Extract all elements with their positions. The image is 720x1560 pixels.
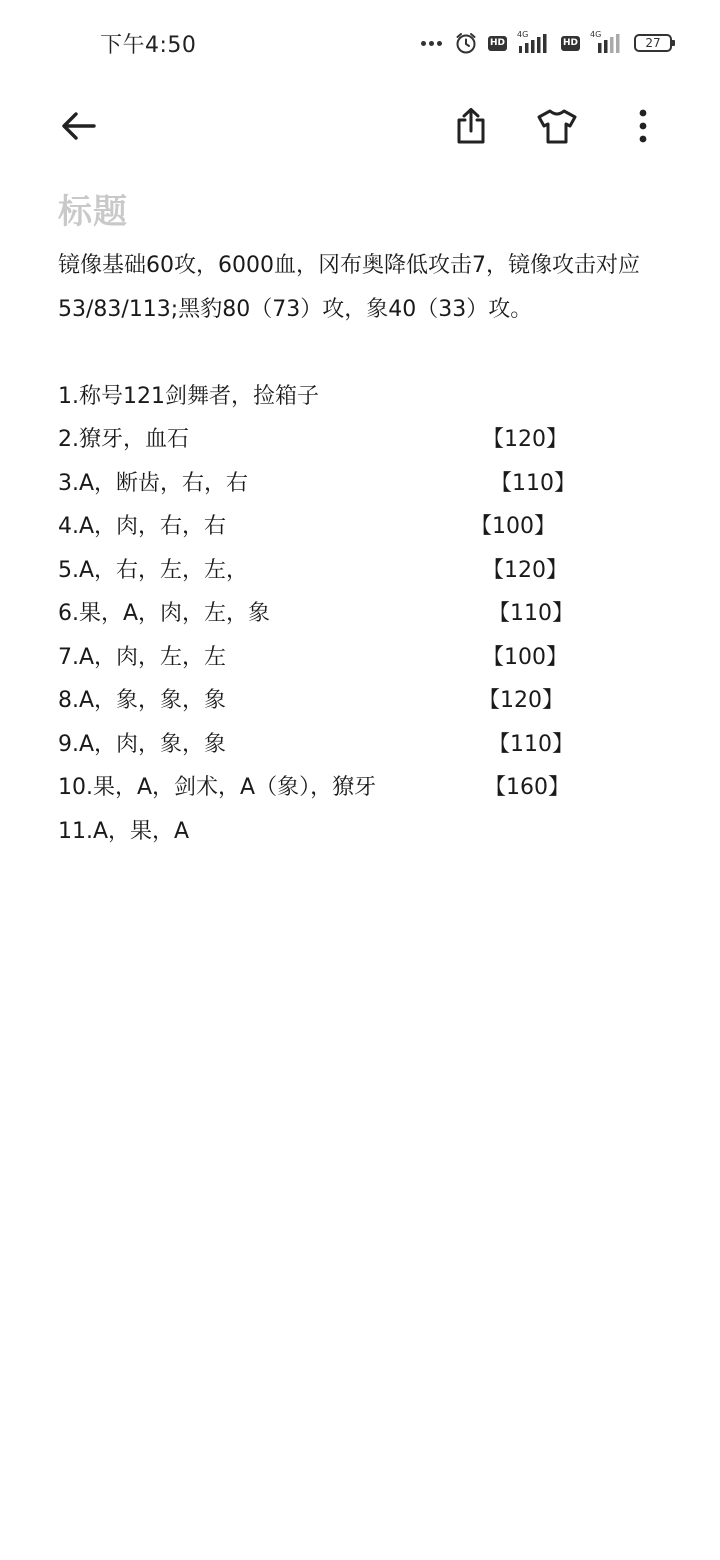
note-line bbox=[58, 636, 668, 680]
status-icons bbox=[421, 30, 672, 56]
hd-badge-1: HD bbox=[488, 36, 507, 51]
note-line bbox=[58, 679, 668, 723]
note-line bbox=[58, 462, 668, 506]
arrow-left-icon bbox=[56, 104, 100, 148]
note-line-text: 8.A，象，象，象 bbox=[58, 688, 227, 713]
note-line-text: 7.A，肉，左，左 bbox=[58, 644, 227, 670]
alarm-icon bbox=[454, 31, 478, 55]
note-line bbox=[58, 418, 668, 462]
note-line-text: 3.A，断齿，右，右 bbox=[58, 470, 249, 496]
note-line bbox=[58, 549, 668, 593]
note-line-tag: 【160】 bbox=[484, 775, 570, 800]
note-line bbox=[58, 505, 668, 549]
note-line-tag: 【120】 bbox=[482, 557, 568, 583]
note-line-text: 5.A，右，左，左， bbox=[58, 557, 249, 583]
network-type-1: 4G bbox=[516, 30, 529, 39]
share-button[interactable] bbox=[441, 96, 501, 156]
note-title-field[interactable]: 标题 bbox=[58, 192, 128, 232]
note-line-text: 11.A，果，A bbox=[58, 818, 190, 844]
more-button[interactable] bbox=[613, 96, 673, 156]
note-line-text: 9.A，肉，象，象 bbox=[58, 731, 227, 757]
note-line-text: 6.果，A，肉，左，象 bbox=[58, 601, 271, 626]
note-line-tag: 【120】 bbox=[478, 688, 564, 713]
signal-icon-2 bbox=[590, 31, 624, 55]
battery-level: 27 bbox=[645, 36, 661, 50]
note-body-editor[interactable] bbox=[58, 244, 668, 853]
battery-icon bbox=[634, 34, 672, 52]
note-line bbox=[58, 592, 668, 636]
status-time: 下午4:50 bbox=[100, 33, 197, 58]
note-line-tag: 【110】 bbox=[488, 601, 574, 626]
note-line-text: 10.果，A，剑术，A（象），獠牙 bbox=[58, 775, 377, 800]
note-line-tag: 【120】 bbox=[482, 427, 568, 452]
toolbar bbox=[0, 96, 720, 160]
note-line bbox=[58, 810, 668, 854]
blank-line bbox=[58, 331, 668, 375]
tshirt-icon bbox=[535, 106, 579, 146]
status-bar bbox=[0, 0, 720, 86]
signal-icon-1 bbox=[517, 31, 551, 55]
more-vertical-icon bbox=[633, 106, 653, 146]
hd-badge-2: HD bbox=[561, 36, 580, 51]
network-type-2: 4G bbox=[590, 30, 602, 39]
note-line-tag: 【100】 bbox=[482, 644, 568, 670]
note-line-text: 4.A，肉，右，右 bbox=[58, 514, 227, 539]
note-intro: 镜像基础60攻，6000血，冈布奥降低攻击7，镜像攻击对应53/83/113;黑豹80（73）攻，象40（33）攻。 bbox=[58, 253, 640, 322]
theme-button[interactable] bbox=[527, 96, 587, 156]
more-notifications-icon bbox=[421, 41, 442, 46]
note-line bbox=[58, 723, 668, 767]
note-line-tag: 【110】 bbox=[490, 470, 576, 496]
share-icon bbox=[451, 106, 491, 146]
note-line-text: 2.獠牙，血石 bbox=[58, 427, 189, 452]
back-button[interactable] bbox=[48, 96, 108, 156]
note-line bbox=[58, 766, 668, 810]
note-line-text: 1.称号121剑舞者，捡箱子 bbox=[58, 383, 319, 409]
note-line-tag: 【100】 bbox=[470, 514, 556, 539]
note-line-tag: 【110】 bbox=[488, 731, 574, 757]
note-line bbox=[58, 375, 668, 419]
